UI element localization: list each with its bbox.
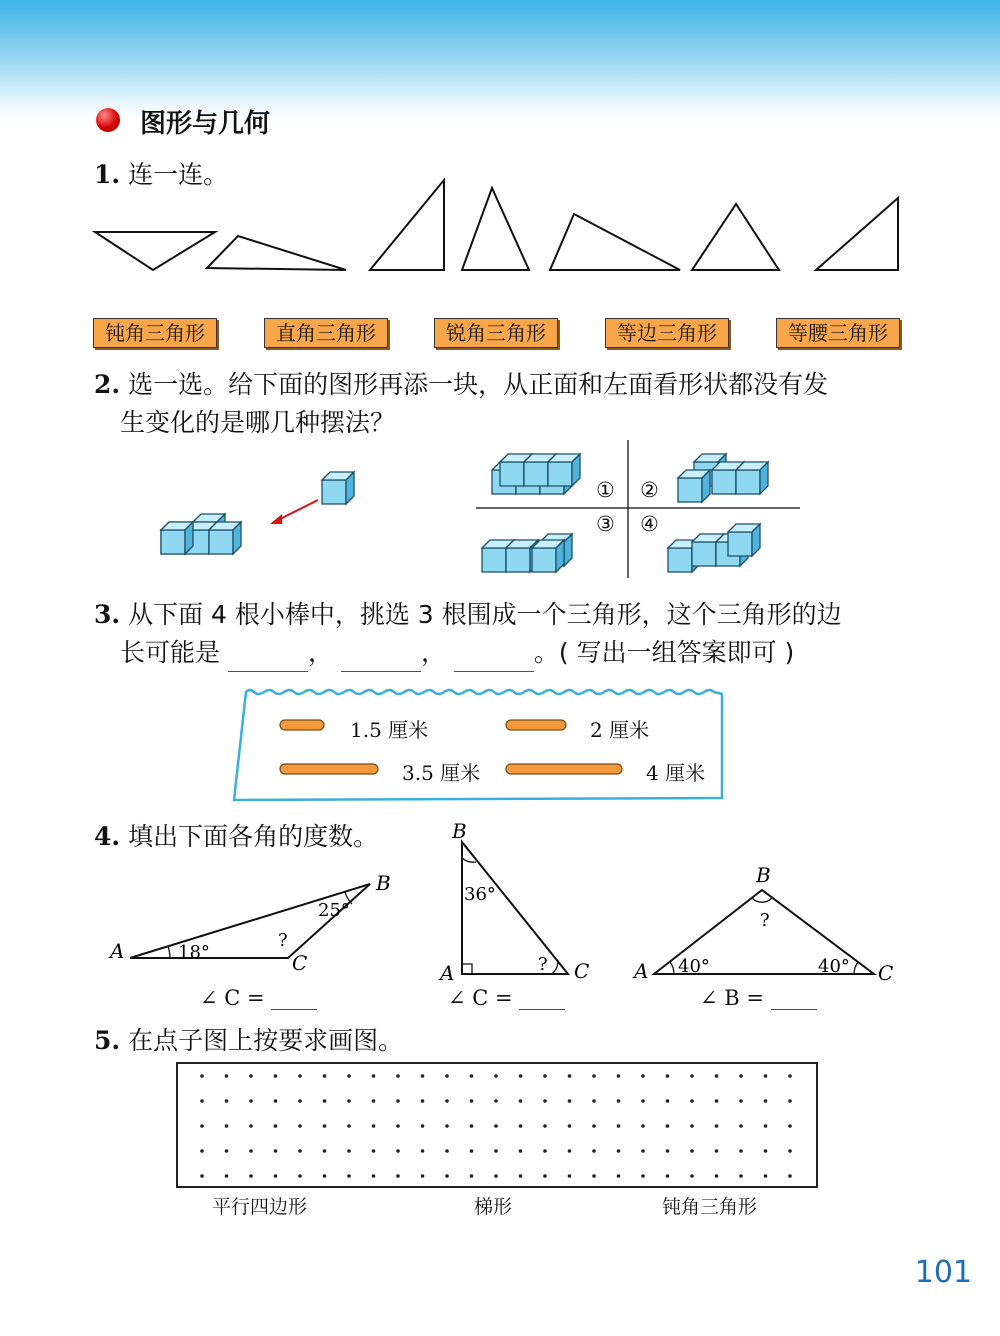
grid-dot xyxy=(592,1149,596,1153)
dot-label-parallelogram: 平行四边形 xyxy=(212,1196,308,1218)
grid-dot xyxy=(764,1074,768,1078)
grid-dot xyxy=(470,1074,474,1078)
grid-dot xyxy=(739,1149,743,1153)
grid-dot xyxy=(249,1099,253,1103)
grid-dot xyxy=(666,1074,670,1078)
grid-dot xyxy=(274,1099,278,1103)
label-isosceles-triangle[interactable]: 等腰三角形 xyxy=(776,318,900,348)
grid-dot xyxy=(788,1074,792,1078)
grid-dot xyxy=(396,1124,400,1128)
grid-dot xyxy=(739,1099,743,1103)
grid-dot xyxy=(225,1099,229,1103)
t2-angle-b: 36° xyxy=(464,884,496,905)
grid-dot xyxy=(421,1074,425,1078)
grid-dot xyxy=(568,1124,572,1128)
grid-dot xyxy=(396,1099,400,1103)
question-3-sep-2: ， xyxy=(420,638,446,667)
side-blank-2[interactable] xyxy=(341,645,421,672)
t1-angle-b: 25° xyxy=(318,900,350,921)
grid-dot xyxy=(470,1124,474,1128)
grid-dot xyxy=(568,1099,572,1103)
side-blank-3[interactable] xyxy=(454,645,534,672)
grid-dot xyxy=(274,1074,278,1078)
question-1-text: 连一连。 xyxy=(128,160,229,189)
top-gradient-band xyxy=(0,0,1000,120)
stick-label-2: 2 厘米 xyxy=(590,718,650,742)
t2-label-a: A xyxy=(440,961,455,985)
grid-dot xyxy=(372,1149,376,1153)
grid-dot xyxy=(347,1149,351,1153)
grid-dot xyxy=(372,1124,376,1128)
grid-dot xyxy=(470,1174,474,1178)
q2-cube-figures xyxy=(0,430,1000,590)
grid-dot xyxy=(641,1174,645,1178)
t1-angle-a: 18° xyxy=(178,942,210,963)
stick-3-5cm xyxy=(280,764,378,774)
grid-dot xyxy=(764,1149,768,1153)
question-3-sep-1: ， xyxy=(307,638,333,667)
question-2-number: 2. xyxy=(94,370,121,399)
grid-dot xyxy=(543,1124,547,1128)
grid-dot xyxy=(298,1099,302,1103)
grid-dot xyxy=(200,1099,204,1103)
add-arrow-head xyxy=(270,514,282,524)
question-3-number: 3. xyxy=(94,600,121,629)
grid-dot xyxy=(249,1174,253,1178)
section-title: 图形与几何 xyxy=(140,109,271,139)
label-acute-triangle[interactable]: 锐角三角形 xyxy=(434,318,558,348)
grid-dot xyxy=(788,1124,792,1128)
grid-dot xyxy=(323,1149,327,1153)
option-4-label[interactable]: ④ xyxy=(640,512,659,536)
grid-dot xyxy=(519,1149,523,1153)
grid-dot xyxy=(641,1099,645,1103)
grid-dot xyxy=(519,1099,523,1103)
grid-dot xyxy=(788,1174,792,1178)
grid-dot xyxy=(764,1099,768,1103)
grid-dot xyxy=(396,1074,400,1078)
label-right-triangle[interactable]: 直角三角形 xyxy=(264,318,388,348)
label-equilateral-triangle[interactable]: 等边三角形 xyxy=(605,318,729,348)
grid-dot xyxy=(519,1124,523,1128)
grid-dot xyxy=(666,1149,670,1153)
grid-dot xyxy=(519,1174,523,1178)
grid-dot xyxy=(323,1074,327,1078)
grid-dot xyxy=(200,1174,204,1178)
grid-dot xyxy=(494,1149,498,1153)
grid-dot xyxy=(323,1174,327,1178)
grid-dot xyxy=(421,1099,425,1103)
t3-answer-blank[interactable] xyxy=(771,987,817,1010)
stick-2cm xyxy=(506,720,566,730)
grid-dot xyxy=(715,1124,719,1128)
t3-label-b: B xyxy=(756,863,771,887)
t1-answer xyxy=(200,986,317,1010)
t3-angle-c: 40° xyxy=(818,956,850,977)
option-1-figure xyxy=(492,454,580,494)
grid-dot xyxy=(764,1174,768,1178)
grid-dot xyxy=(690,1174,694,1178)
grid-dot xyxy=(617,1174,621,1178)
label-obtuse-triangle[interactable]: 钝角三角形 xyxy=(93,318,217,348)
q4-triangles xyxy=(0,818,1000,988)
grid-dot xyxy=(739,1124,743,1128)
question-2-line2: 生变化的是哪几种摆法？ xyxy=(120,408,396,437)
grid-dot xyxy=(666,1174,670,1178)
grid-dot xyxy=(788,1099,792,1103)
t3-label-a: A xyxy=(634,959,649,983)
grid-dot xyxy=(568,1174,572,1178)
stick-4cm xyxy=(506,764,622,774)
grid-dot xyxy=(274,1174,278,1178)
grid-dot xyxy=(690,1074,694,1078)
grid-dot xyxy=(298,1174,302,1178)
dot-label-obtuse-triangle: 钝角三角形 xyxy=(662,1196,758,1218)
question-4-text: 填出下面各角的度数。 xyxy=(128,822,379,851)
grid-dot xyxy=(519,1074,523,1078)
grid-dot xyxy=(617,1149,621,1153)
grid-dot xyxy=(715,1174,719,1178)
grid-dot xyxy=(470,1099,474,1103)
grid-dot xyxy=(298,1074,302,1078)
dot-label-trapezoid: 梯形 xyxy=(474,1196,513,1218)
triangle-5 xyxy=(550,214,680,270)
question-3 xyxy=(94,596,914,672)
t3-answer xyxy=(700,986,817,1010)
triangle-2-shape xyxy=(462,842,568,974)
triangle-1-shape xyxy=(130,884,370,958)
grid-dot xyxy=(200,1124,204,1128)
question-5-text: 在点子图上按要求画图。 xyxy=(128,1026,404,1055)
extra-cube xyxy=(322,472,354,504)
grid-dot xyxy=(617,1074,621,1078)
grid-dot xyxy=(641,1074,645,1078)
grid-dot xyxy=(690,1099,694,1103)
grid-dot xyxy=(788,1149,792,1153)
grid-dot xyxy=(592,1124,596,1128)
grid-dot xyxy=(249,1149,253,1153)
t3-label-c: C xyxy=(878,961,894,985)
grid-dot xyxy=(715,1149,719,1153)
base-cube-row xyxy=(161,514,241,554)
t1-label-b: B xyxy=(376,871,391,895)
dot-grid-box[interactable] xyxy=(176,1062,818,1188)
question-5-number: 5. xyxy=(94,1026,121,1055)
t1-answer-label: ∠ C = xyxy=(200,986,265,1010)
grid-dot xyxy=(372,1074,376,1078)
grid-dot xyxy=(715,1099,719,1103)
question-4-number: 4. xyxy=(94,822,121,851)
grid-dot xyxy=(592,1174,596,1178)
t2-label-c: C xyxy=(574,959,590,983)
grid-dot xyxy=(372,1099,376,1103)
t3-angle-a: 40° xyxy=(678,956,710,977)
triangle-6 xyxy=(692,204,779,270)
t2-answer xyxy=(448,986,565,1010)
t2-answer-label: ∠ C = xyxy=(448,986,513,1010)
t1-unknown: ? xyxy=(278,930,288,951)
option-2-label[interactable]: ② xyxy=(640,478,659,502)
grid-dot xyxy=(421,1124,425,1128)
grid-dot xyxy=(445,1149,449,1153)
grid-dot xyxy=(739,1174,743,1178)
section-bullet-icon xyxy=(96,108,120,132)
grid-dot xyxy=(445,1074,449,1078)
grid-dot xyxy=(666,1099,670,1103)
option-4-figure xyxy=(668,524,760,572)
option-3-figure xyxy=(482,534,572,572)
grid-dot xyxy=(568,1149,572,1153)
grid-dot xyxy=(445,1099,449,1103)
question-5 xyxy=(94,1022,403,1060)
grid-dot xyxy=(494,1174,498,1178)
grid-dot xyxy=(298,1149,302,1153)
stick-label-3: 3.5 厘米 xyxy=(402,761,481,785)
option-1-label[interactable]: ① xyxy=(596,478,615,502)
grid-dot xyxy=(298,1124,302,1128)
grid-dot xyxy=(200,1074,204,1078)
grid-dot xyxy=(347,1099,351,1103)
triangle-2 xyxy=(207,236,346,270)
grid-dot xyxy=(470,1149,474,1153)
triangle-1 xyxy=(95,232,215,270)
grid-dot xyxy=(249,1074,253,1078)
triangle-7 xyxy=(816,198,898,270)
grid-dot xyxy=(592,1099,596,1103)
grid-dot xyxy=(421,1149,425,1153)
stick-panel xyxy=(228,686,728,806)
grid-dot xyxy=(347,1074,351,1078)
grid-dot xyxy=(494,1124,498,1128)
t3-unknown: ? xyxy=(760,910,770,931)
grid-dot xyxy=(543,1149,547,1153)
grid-dot xyxy=(372,1174,376,1178)
grid-dot xyxy=(543,1174,547,1178)
t1-label-c: C xyxy=(292,951,308,975)
grid-dot xyxy=(641,1149,645,1153)
side-blank-1[interactable] xyxy=(228,645,308,672)
q1-triangles xyxy=(0,170,1000,290)
grid-dot xyxy=(225,1174,229,1178)
grid-dot xyxy=(225,1074,229,1078)
grid-dot xyxy=(445,1124,449,1128)
grid-dot xyxy=(445,1174,449,1178)
stick-label-1: 1.5 厘米 xyxy=(350,718,429,742)
grid-dot xyxy=(543,1074,547,1078)
grid-dot xyxy=(249,1124,253,1128)
grid-dot xyxy=(543,1099,547,1103)
grid-dot xyxy=(592,1074,596,1078)
grid-dot xyxy=(494,1074,498,1078)
grid-dot xyxy=(617,1124,621,1128)
question-3-line2-suffix: 。( 写出一组答案即可 ) xyxy=(533,638,795,667)
triangle-4 xyxy=(462,188,529,270)
stick-label-4: 4 厘米 xyxy=(646,761,706,785)
question-3-line2-prefix: 长可能是 xyxy=(120,638,221,667)
grid-dot xyxy=(225,1124,229,1128)
page-number: 101 xyxy=(914,1255,972,1290)
t3-answer-label: ∠ B = xyxy=(700,986,764,1010)
option-2-figure xyxy=(678,454,768,502)
grid-dot xyxy=(690,1149,694,1153)
triangle-3 xyxy=(370,180,444,270)
question-1-number: 1. xyxy=(94,160,121,189)
t2-answer-blank[interactable] xyxy=(519,987,565,1010)
grid-dot xyxy=(347,1124,351,1128)
grid-dot xyxy=(764,1124,768,1128)
grid-dot xyxy=(225,1149,229,1153)
grid-dot xyxy=(347,1174,351,1178)
t1-answer-blank[interactable] xyxy=(271,987,317,1010)
grid-dot xyxy=(641,1124,645,1128)
grid-dot xyxy=(494,1099,498,1103)
question-3-line1: 从下面 4 根小棒中，挑选 3 根围成一个三角形，这个三角形的边 xyxy=(128,600,842,629)
option-3-label[interactable]: ③ xyxy=(596,512,615,536)
dot-grid xyxy=(178,1064,816,1186)
grid-dot xyxy=(739,1074,743,1078)
grid-dot xyxy=(715,1074,719,1078)
grid-dot xyxy=(274,1124,278,1128)
stick-1-5cm xyxy=(280,720,324,730)
grid-dot xyxy=(666,1124,670,1128)
grid-dot xyxy=(200,1149,204,1153)
question-2-line1: 选一选。给下面的图形再添一块，从正面和左面看形状都没有发 xyxy=(128,370,829,399)
grid-dot xyxy=(396,1149,400,1153)
t2-label-b: B xyxy=(452,819,467,843)
grid-dot xyxy=(617,1099,621,1103)
t1-label-a: A xyxy=(110,939,125,963)
grid-dot xyxy=(274,1149,278,1153)
t2-unknown: ? xyxy=(538,954,548,975)
grid-dot xyxy=(421,1174,425,1178)
grid-dot xyxy=(323,1099,327,1103)
grid-dot xyxy=(568,1074,572,1078)
grid-dot xyxy=(323,1124,327,1128)
grid-dot xyxy=(690,1124,694,1128)
grid-dot xyxy=(396,1174,400,1178)
